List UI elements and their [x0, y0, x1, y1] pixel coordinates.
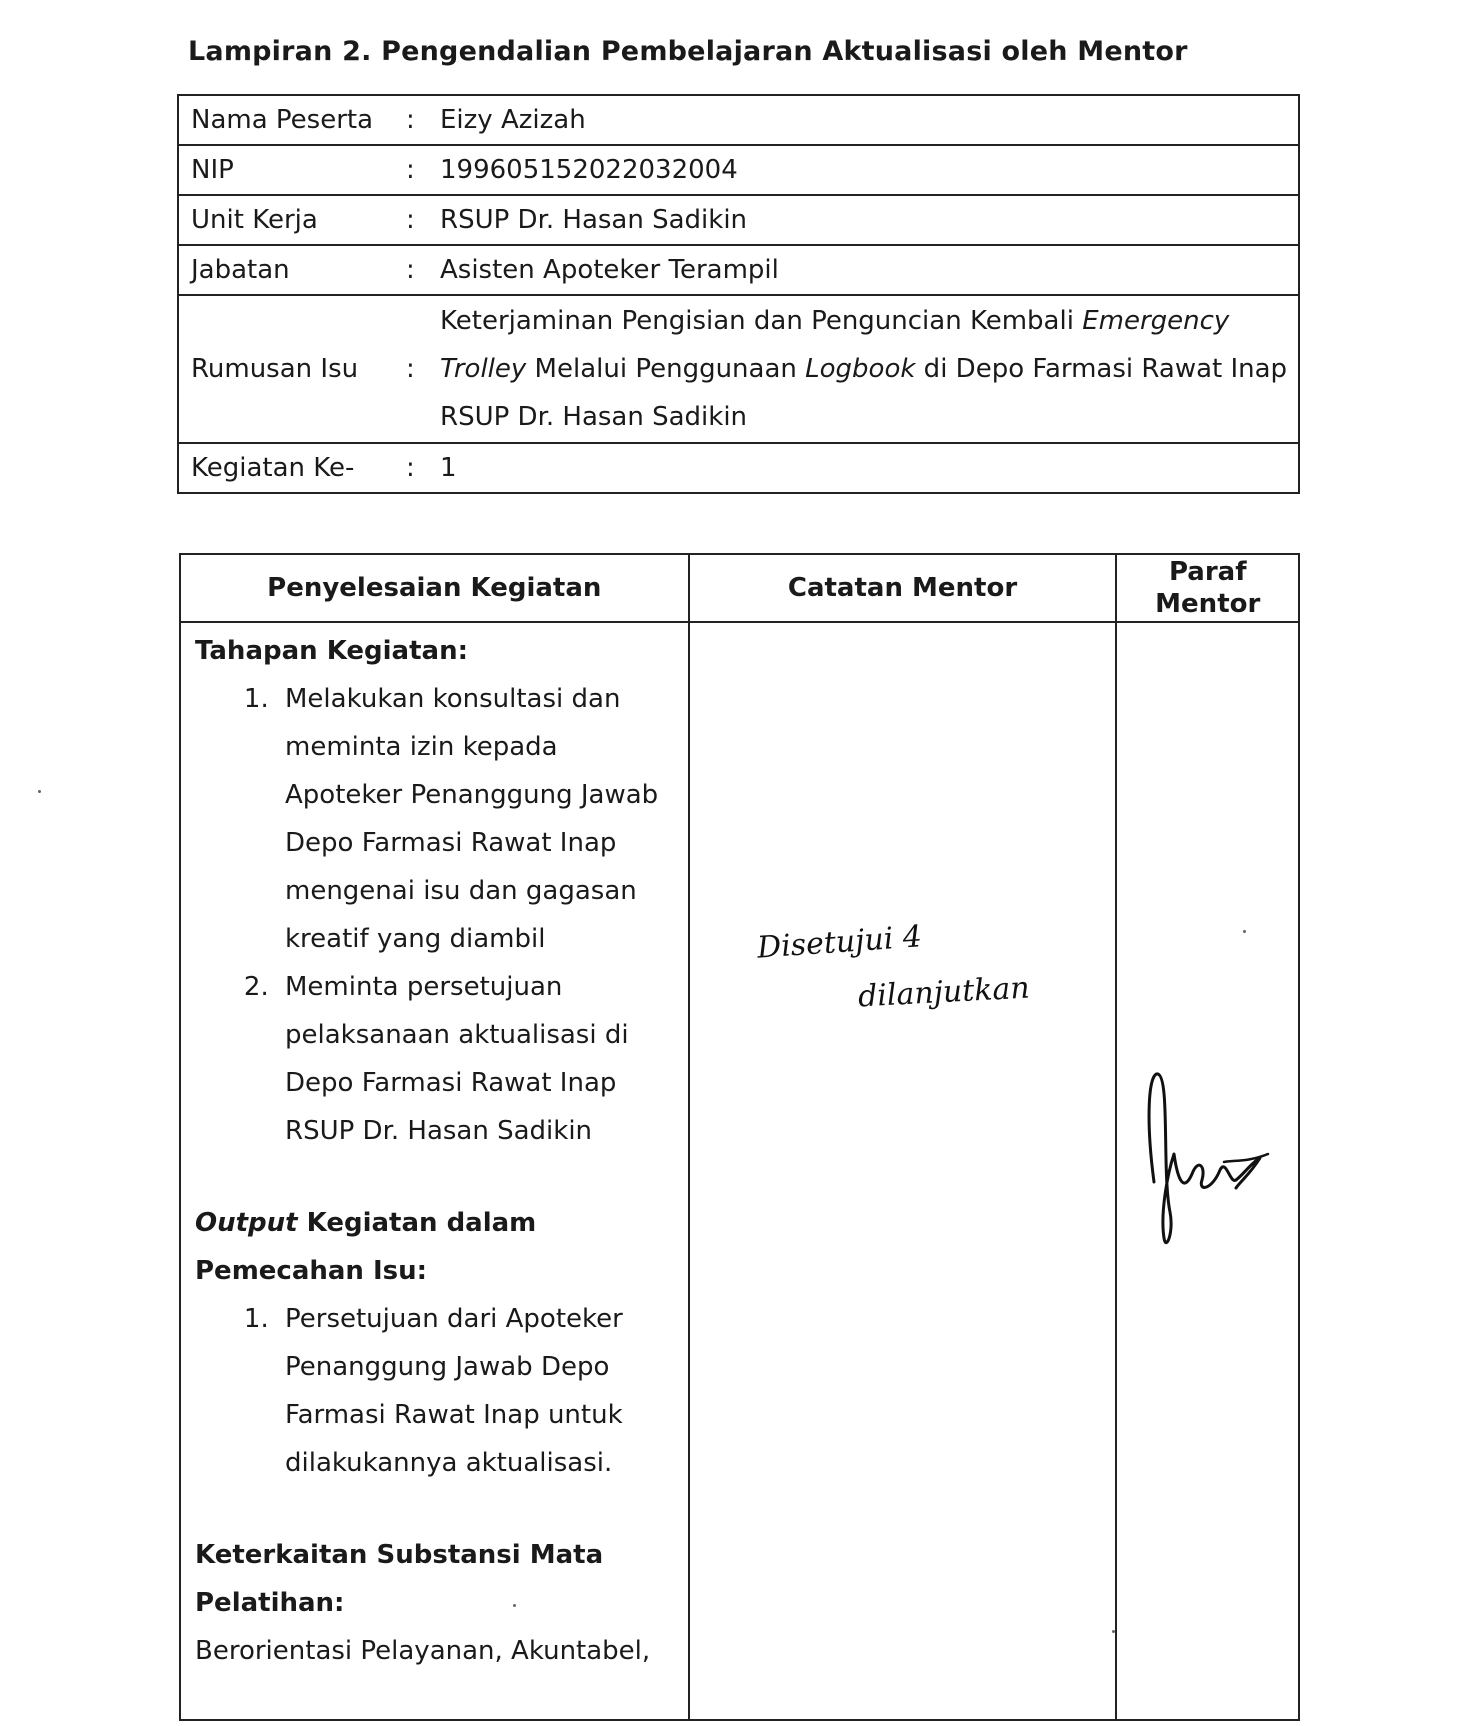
- keterkaitan-heading: Keterkaitan Substansi Mata Pelatihan:: [195, 1540, 604, 1618]
- list-item: 2. Meminta persetujuan pelaksanaan aktualisasi di Depo Farmasi Rawat Inap RSUP Dr. Hasan Sadikin: [277, 963, 680, 1155]
- nip-label: NIP: [178, 145, 406, 195]
- isu-emphasis-2: Logbook: [805, 354, 916, 384]
- nip-value: 199605152022032004: [436, 145, 1299, 195]
- unit-value: RSUP Dr. Hasan Sadikin: [436, 195, 1299, 245]
- list-item: 1. Melakukan konsultasi dan meminta izin kepada Apoteker Penanggung Jawab Depo Farmasi Rawat Inap mengenai isu dan gagasan kreatif yang diambil: [277, 675, 680, 963]
- mentor-signature: [1140, 1062, 1280, 1252]
- isu-value: [436, 295, 1299, 443]
- isu-emphasis-1: Emergency Trolley: [440, 306, 1230, 384]
- output-emphasis: Output: [195, 1208, 298, 1238]
- colon: :: [406, 145, 436, 195]
- col-paraf-header: Paraf Mentor: [1116, 554, 1299, 622]
- colon: :: [406, 295, 436, 443]
- colon: :: [406, 443, 436, 493]
- kegiatan-label: Kegiatan Ke-: [178, 443, 406, 493]
- scan-speck: [38, 790, 41, 793]
- col-penyelesaian-header: Penyelesaian Kegiatan: [180, 554, 689, 622]
- info-row-isu: [178, 295, 1299, 443]
- scan-speck: [513, 1604, 516, 1607]
- output-heading-text: Kegiatan dalam Pemecahan Isu:: [195, 1208, 537, 1286]
- info-row-nip: [178, 145, 1299, 195]
- info-row-nama: [178, 95, 1299, 145]
- output-heading: [195, 1199, 680, 1295]
- activity-table: [179, 553, 1300, 1721]
- output-list: [195, 1295, 680, 1487]
- activity-table-header: [180, 554, 1299, 622]
- scan-speck: [1243, 930, 1246, 933]
- mentor-note-line-1: Disetujui 4: [755, 919, 924, 966]
- colon: :: [406, 95, 436, 145]
- info-row-jabatan: [178, 245, 1299, 295]
- isu-label: Rumusan Isu: [178, 295, 406, 443]
- colon: :: [406, 245, 436, 295]
- isu-text-2: Melalui Penggunaan: [526, 354, 806, 384]
- isu-text-3: di Depo Farmasi Rawat Inap RSUP Dr. Hasan Sadikin: [440, 354, 1288, 432]
- tahapan-heading: Tahapan Kegiatan:: [195, 636, 468, 666]
- jabatan-label: Jabatan: [178, 245, 406, 295]
- page-title: Lampiran 2. Pengendalian Pembelajaran Aktualisasi oleh Mentor: [188, 36, 1188, 67]
- jabatan-value: Asisten Apoteker Terampil: [436, 245, 1299, 295]
- colon: :: [406, 195, 436, 245]
- info-row-unit: [178, 195, 1299, 245]
- penyelesaian-cell: [180, 622, 689, 1720]
- col-catatan-header: Catatan Mentor: [689, 554, 1117, 622]
- kegiatan-value: 1: [436, 443, 1299, 493]
- isu-text-1: Keterjaminan Pengisian dan Penguncian Kembali: [440, 306, 1083, 336]
- nama-value: Eizy Azizah: [436, 95, 1299, 145]
- list-item: 1. Persetujuan dari Apoteker Penanggung Jawab Depo Farmasi Rawat Inap untuk dilakukannya aktualisasi.: [277, 1295, 680, 1487]
- tahapan-list: [195, 675, 680, 1155]
- catatan-cell: [689, 622, 1117, 1720]
- nama-label: Nama Peserta: [178, 95, 406, 145]
- info-row-kegiatan: [178, 443, 1299, 493]
- keterkaitan-text: Berorientasi Pelayanan, Akuntabel,: [195, 1636, 651, 1666]
- activity-table-row: [180, 622, 1299, 1720]
- mentor-note-line-2: dilanjutkan: [857, 970, 1031, 1015]
- scan-speck: [1112, 1630, 1115, 1633]
- unit-label: Unit Kerja: [178, 195, 406, 245]
- participant-info-table: [177, 94, 1300, 494]
